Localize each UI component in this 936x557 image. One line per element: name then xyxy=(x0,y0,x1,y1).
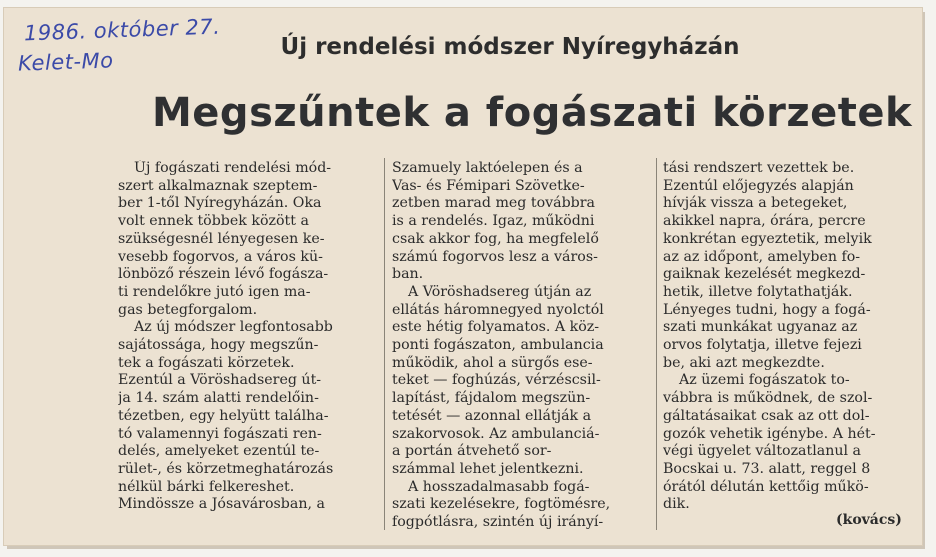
handwritten-date: 1986. október 27. xyxy=(23,14,221,46)
article-line: ban. xyxy=(392,266,424,283)
article-line: tási rendszert vezettek be. xyxy=(663,160,855,176)
article-line: vábbra is működnek, de szol- xyxy=(663,390,873,407)
article-line: az az időpont, amelyben fo- xyxy=(663,248,861,265)
article-column-3 xyxy=(663,160,918,514)
article-line: ja 14. szám alatti rendelőin- xyxy=(118,390,319,407)
article-line: tó valamennyi fogászati ren- xyxy=(118,425,322,442)
article-line: dik. xyxy=(663,496,690,513)
article-line: ponti fogászaton, ambulancia xyxy=(392,337,604,354)
article-line: hetik, illetve folytathatják. xyxy=(663,283,853,300)
article-column-2 xyxy=(392,160,650,532)
article-line: Vas- és Fémipari Szövetke- xyxy=(392,177,585,194)
article-line: teket — foghúzás, vérzéscsil- xyxy=(392,372,601,389)
article-line: be, aki azt megkezdte. xyxy=(663,354,825,371)
article-line: szükségesnél lényegesen ke- xyxy=(118,230,325,247)
article-line: hívják vissza a betegeket, xyxy=(663,195,848,212)
article-line: szati munkákat ugyanaz az xyxy=(663,319,858,336)
article-line: gas betegforgalom. xyxy=(118,301,258,318)
article-line: Az üzemi fogászatok to- xyxy=(679,372,850,389)
article-line: Új fogászati rendelési mód- xyxy=(134,160,332,176)
article-line: lönböző részein lévő fogásza- xyxy=(118,266,329,283)
article-line: Ezentúl előjegyzés alapján xyxy=(663,177,854,194)
article-line: nélkül bárki felkereshet. xyxy=(118,478,295,495)
article-line: lapítást, fájdalom megszün- xyxy=(392,390,591,407)
handwritten-source: Kelet-Mo xyxy=(17,48,114,76)
article-line: Lényeges tudni, hogy a fogá- xyxy=(663,301,871,318)
article-line: orvos folytatja, illetve fejezi xyxy=(663,337,862,354)
article-title: Megszűntek a fogászati körzetek xyxy=(152,90,913,136)
article-line: gozók vehetik igénybe. A hét- xyxy=(663,425,876,442)
article-line: A Vöröshadsereg útján az xyxy=(408,283,592,300)
article-line: Szamuely laktóelepen és a xyxy=(392,160,583,176)
article-line: is a rendelés. Igaz, működni xyxy=(392,213,595,230)
article-line: órától délután kettőig műkö- xyxy=(663,478,869,495)
article-line: vesebb fogorvos, a város kü- xyxy=(118,248,323,265)
article-line: végi ügyelet változatlanul a xyxy=(663,443,861,460)
article-line: ti rendelőkre jutó igen ma- xyxy=(118,283,311,300)
article-line: számmal lehet jelentkezni. xyxy=(392,460,584,477)
article-line: gáltatásaikat csak az ott dol- xyxy=(663,407,870,424)
article-line: rület-, és körzetmeghatározás xyxy=(118,460,334,477)
article-line: Ezentúl a Vöröshadsereg út- xyxy=(118,372,322,389)
article-line: szert alkalmaznak szeptem- xyxy=(118,177,318,194)
article-line: szati kezelésekre, fogtömésre, xyxy=(392,496,611,513)
article-line: sajátossága, hogy megszűn- xyxy=(118,337,319,354)
article-line: Bocskai u. 73. alatt, reggel 8 xyxy=(663,460,871,477)
article-line: volt ennek többek között a xyxy=(118,213,309,230)
article-line: tetését — azonnal ellátják a xyxy=(392,407,592,424)
column-divider xyxy=(384,158,385,530)
article-line: A hosszadalmasabb fogá- xyxy=(408,478,590,495)
article-line: fogpótlásra, szintén új irányí- xyxy=(392,514,604,531)
article-line: ellátás háromnegyed nyolctól xyxy=(392,301,604,318)
article-column-1 xyxy=(118,160,376,514)
article-line: zetben marad meg továbbra xyxy=(392,195,596,212)
article-line: este hétig folyamatos. A köz- xyxy=(392,319,600,336)
article-line: csak akkor fog, ha megfelelő xyxy=(392,230,599,247)
article-line: tek a fogászati körzetek. xyxy=(118,354,295,371)
article-author: (kovács) xyxy=(836,512,902,528)
article-line: gaiknak kezelését megkezd- xyxy=(663,266,866,283)
article-line: delés, amelyeket ezentúl te- xyxy=(118,443,320,460)
article-line: akikkel napra, órára, percre xyxy=(663,213,866,230)
article-line: működik, ahol a sürgős ese- xyxy=(392,354,593,371)
article-line: számú fogorvos lesz a város- xyxy=(392,248,598,265)
article-line: tézetben, egy helyütt találha- xyxy=(118,407,329,424)
column-divider xyxy=(656,158,657,530)
article-line: Mindössze a Jósavárosban, a xyxy=(118,496,325,513)
article-line: konkrétan egyeztetik, melyik xyxy=(663,230,872,247)
article-subtitle: Új rendelési módszer Nyíregyházán xyxy=(280,34,740,60)
article-line: a portán átvehető sor- xyxy=(392,443,552,460)
article-line: szakorvosok. Az ambulanciá- xyxy=(392,425,600,442)
article-line: ber 1-től Nyíregyházán. Oka xyxy=(118,195,322,212)
article-line: Az új módszer legfontosabb xyxy=(134,319,333,336)
